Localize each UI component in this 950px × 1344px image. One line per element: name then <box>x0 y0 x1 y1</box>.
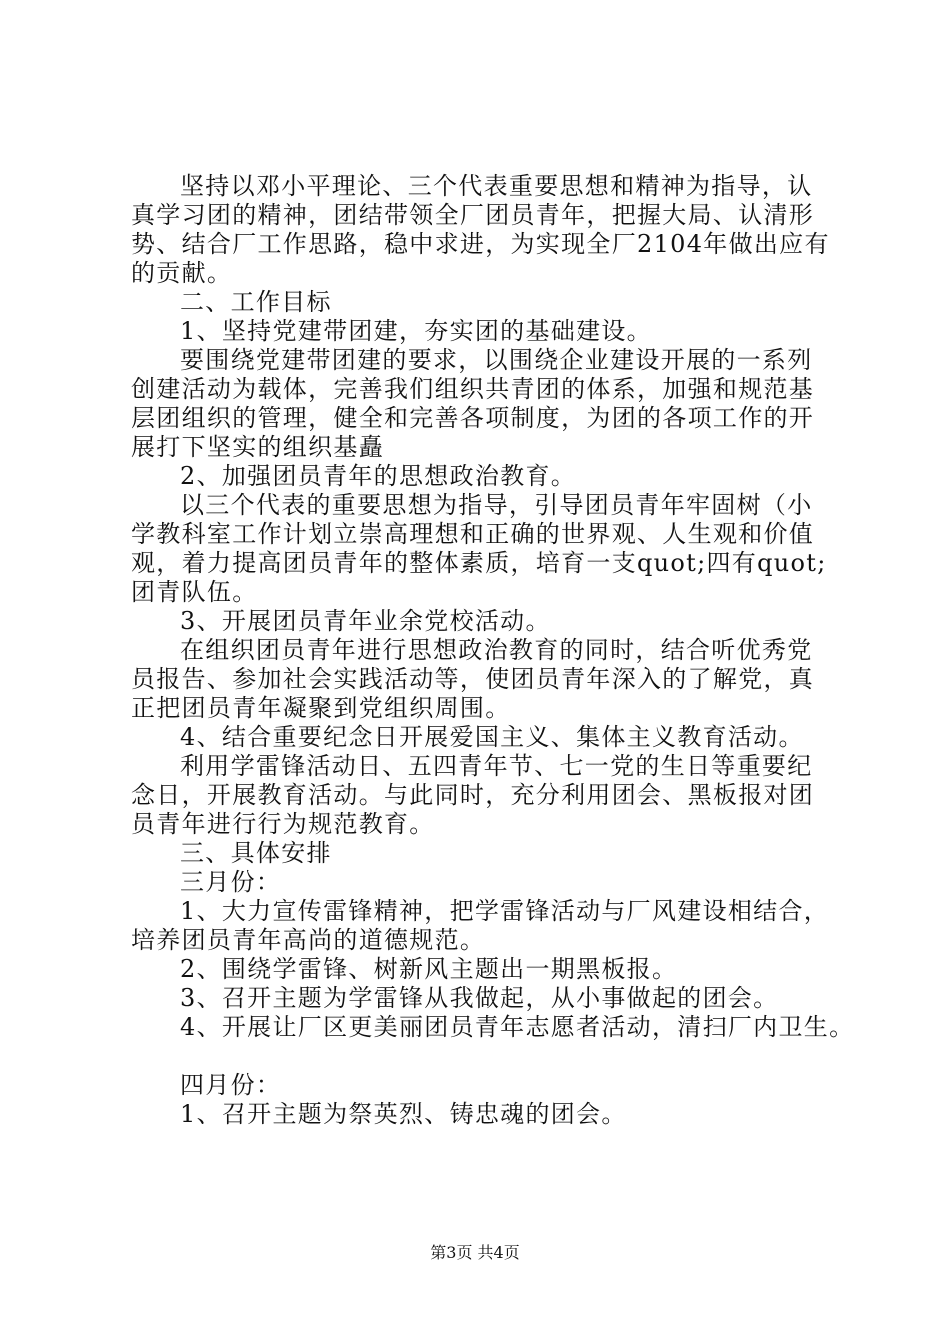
list-item: 2、围绕学雷锋、树新风主题出一期黑板报。 <box>180 955 678 983</box>
item-heading: 3、开展团员青年业余党校活动。 <box>180 607 551 635</box>
paragraph-line: 要围绕党建带团建的要求，以围绕企业建设开展的一系列 <box>180 346 813 374</box>
paragraph-line: 创建活动为载体，完善我们组织共青团的体系，加强和规范基 <box>131 375 815 403</box>
paragraph-line: 学教科室工作计划立崇高理想和正确的世界观、人生观和价值 <box>131 520 815 548</box>
paragraph-line: 坚持以邓小平理论、三个代表重要思想和精神为指导，认 <box>180 172 813 200</box>
paragraph-line: 员报告、参加社会实践活动等，使团员青年深入的了解党，真 <box>131 665 815 693</box>
item-heading: 1、坚持党建带团建，夯实团的基础建设。 <box>180 317 652 345</box>
paragraph-line: 真学习团的精神，团结带领全厂团员青年，把握大局、认清形 <box>131 201 815 229</box>
paragraph-line: 层团组织的管理，健全和完善各项制度，为团的各项工作的开 <box>131 404 815 432</box>
list-item: 1、大力宣传雷锋精神，把学雷锋活动与厂风建设相结合， <box>180 897 830 925</box>
page-number: 第3页 共4页 <box>430 1243 520 1262</box>
paragraph-line: 展打下坚实的组织基矗 <box>131 433 384 461</box>
paragraph-line: 在组织团员青年进行思想政治教育的同时，结合听优秀党 <box>180 636 813 664</box>
paragraph-line: 念日，开展教育活动。与此同时，充分利用团会、黑板报对团 <box>131 781 815 809</box>
document-body <box>131 172 855 1129</box>
blank-line <box>131 1042 831 1071</box>
paragraph-line: 的贡献。 <box>131 259 233 287</box>
paragraph-line: 利用学雷锋活动日、五四青年节、七一党的生日等重要纪 <box>180 752 813 780</box>
paragraph-line: 员青年进行行为规范教育。 <box>131 810 435 838</box>
paragraph-line: 观，着力提高团员青年的整体素质，培育一支quot;四有quot; <box>131 549 827 577</box>
paragraph-line: 团青队伍。 <box>131 578 258 606</box>
item-heading: 2、加强团员青年的思想政治教育。 <box>180 462 577 490</box>
list-item: 3、召开主题为学雷锋从我做起，从小事做起的团会。 <box>180 984 779 1012</box>
section-heading: 三、具体安排 <box>180 839 332 867</box>
month-heading: 三月份： <box>180 868 282 896</box>
section-heading: 二、工作目标 <box>180 288 332 316</box>
month-heading: 四月份： <box>180 1071 282 1099</box>
list-item: 1、召开主题为祭英烈、铸忠魂的团会。 <box>180 1100 627 1128</box>
paragraph-line: 势、结合厂工作思路，稳中求进，为实现全厂2104年做出应有 <box>131 230 830 258</box>
paragraph-line: 正把团员青年凝聚到党组织周围。 <box>131 694 511 722</box>
item-heading: 4、结合重要纪念日开展爱国主义、集体主义教育活动。 <box>180 723 804 751</box>
paragraph-line: 以三个代表的重要思想为指导，引导团员青年牢固树（小 <box>180 491 813 519</box>
list-item: 4、开展让厂区更美丽团员青年志愿者活动，清扫厂内卫生。 <box>180 1013 855 1041</box>
paragraph-line: 培养团员青年高尚的道德规范。 <box>131 926 486 954</box>
